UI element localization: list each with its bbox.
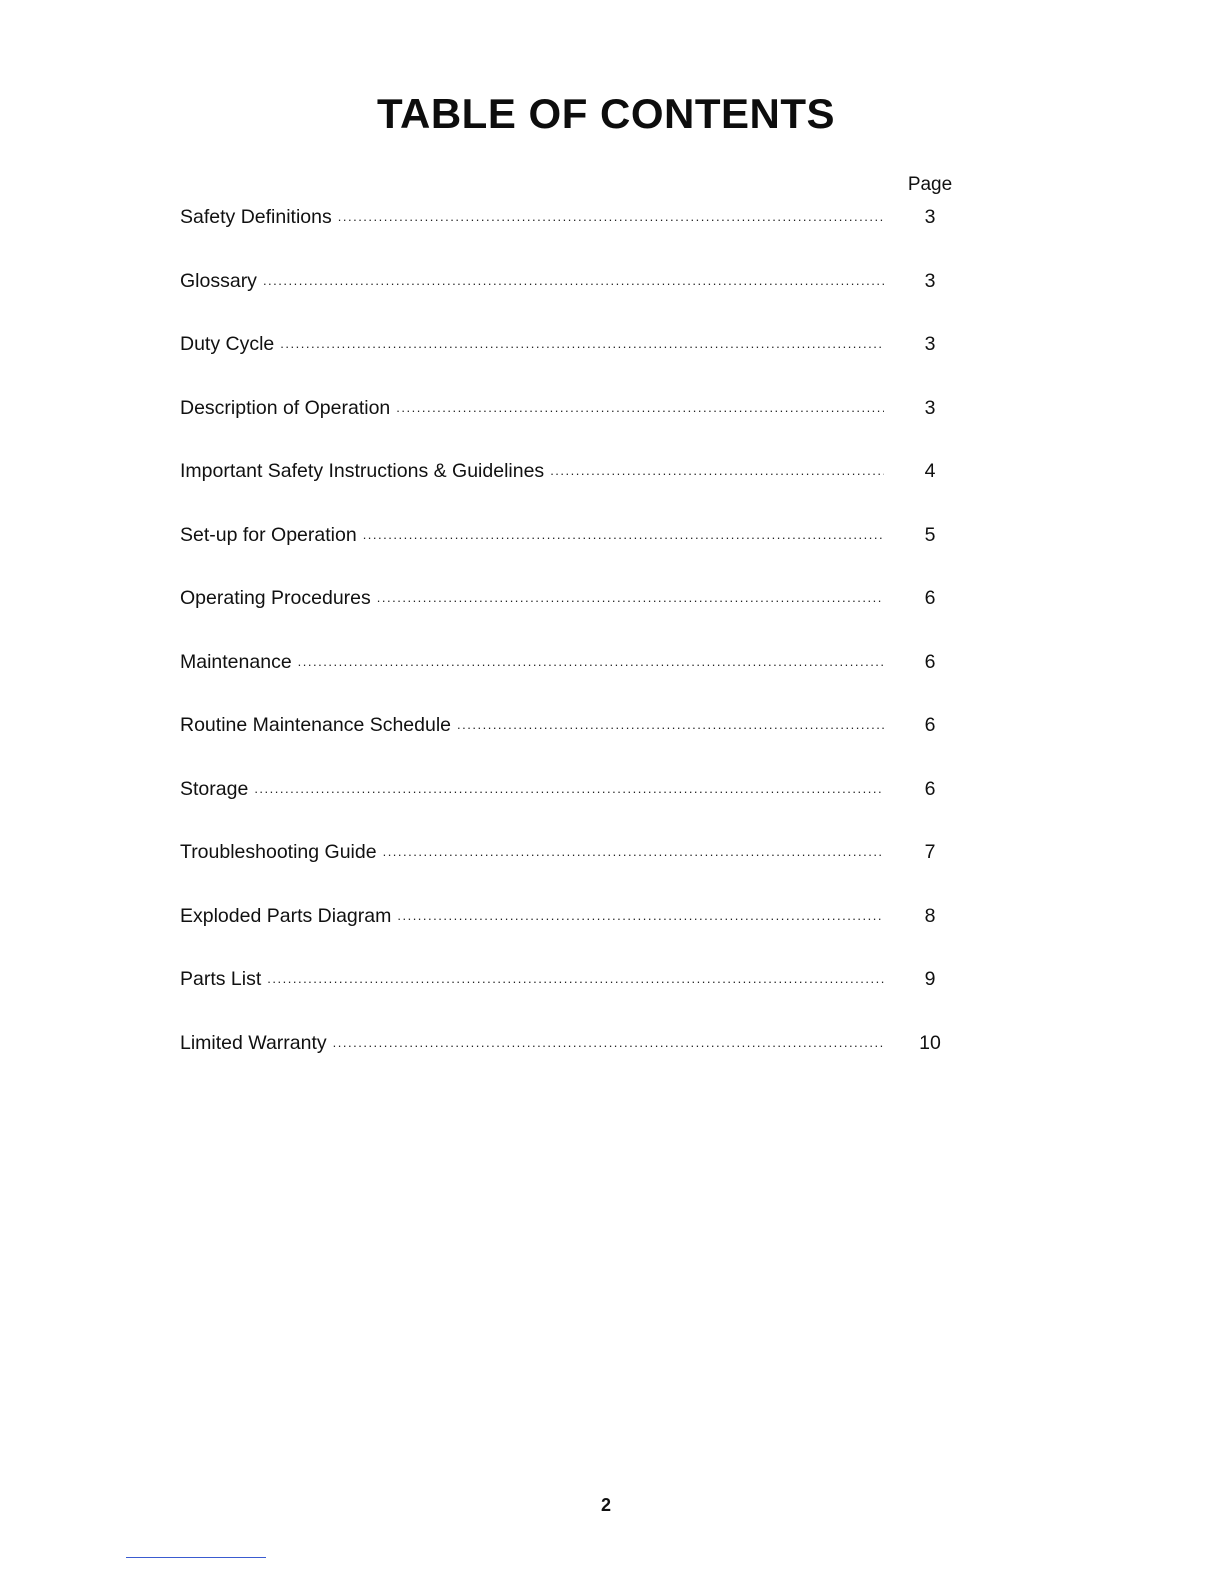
footer-divider [126, 1557, 266, 1558]
toc-entry-label: Operating Procedures [180, 587, 371, 609]
toc-entry-exploded-parts-diagram [180, 902, 970, 966]
toc-entry-glossary [180, 267, 970, 331]
toc-entry-safety-instructions [180, 457, 970, 521]
dot-leader [338, 203, 884, 231]
dot-leader [333, 1029, 884, 1057]
toc-entry-label: Maintenance [180, 650, 292, 673]
toc-entry-parts-list [180, 965, 970, 1029]
toc-entry-storage [180, 775, 970, 839]
page-number: 2 [600, 1495, 611, 1515]
toc-entry-page: 10 [919, 1031, 941, 1054]
toc-entry-label: Duty Cycle [180, 333, 275, 355]
toc-entry-safety-definitions [180, 203, 970, 267]
toc-entry-page: 6 [924, 650, 936, 673]
toc-entry-maintenance [180, 648, 970, 712]
page-column-header: Page [907, 174, 953, 195]
toc-entry-label: Exploded Parts Diagram [180, 904, 392, 927]
toc-entry-setup-for-operation [180, 521, 970, 585]
toc-entry-label: Routine Maintenance Schedule [180, 714, 452, 736]
toc-entry-label: Safety Definitions [180, 206, 332, 228]
toc-entry-duty-cycle [180, 330, 970, 394]
table-of-contents [180, 203, 970, 1092]
toc-entry-page: 3 [924, 333, 936, 355]
toc-entry-page: 5 [924, 523, 936, 546]
toc-entry-page: 3 [924, 269, 936, 292]
dot-leader [550, 457, 884, 485]
toc-entry-page: 7 [924, 841, 936, 863]
toc-entry-troubleshooting-guide [180, 838, 970, 902]
dot-leader [397, 902, 884, 930]
toc-entry-label: Glossary [180, 269, 257, 292]
page-title: TABLE OF CONTENTS [376, 90, 836, 138]
dot-leader [457, 711, 884, 739]
toc-entry-page: 6 [924, 714, 936, 736]
dot-leader [254, 775, 884, 803]
toc-entry-label: Set-up for Operation [180, 523, 357, 546]
toc-entry-label: Parts List [180, 968, 262, 990]
dot-leader [263, 267, 884, 295]
toc-entry-page: 3 [924, 206, 936, 228]
toc-entry-label: Troubleshooting Guide [180, 841, 377, 863]
toc-entry-page: 8 [924, 904, 936, 927]
dot-leader [363, 521, 884, 549]
dot-leader [377, 584, 884, 612]
toc-entry-page: 9 [924, 968, 936, 990]
dot-leader [267, 965, 884, 993]
dot-leader [383, 838, 884, 866]
toc-entry-page: 3 [924, 396, 936, 419]
toc-entry-page: 6 [924, 777, 936, 800]
toc-entry-limited-warranty [180, 1029, 970, 1093]
dot-leader [396, 394, 884, 422]
toc-entry-label: Important Safety Instructions & Guidelines [180, 460, 545, 482]
dot-leader [280, 330, 884, 358]
toc-entry-label: Description of Operation [180, 396, 391, 419]
dot-leader [298, 648, 884, 676]
toc-entry-operating-procedures [180, 584, 970, 648]
toc-entry-label: Storage [180, 777, 249, 800]
toc-entry-description-of-operation [180, 394, 970, 458]
toc-entry-page: 6 [924, 587, 936, 609]
toc-entry-label: Limited Warranty [180, 1031, 327, 1054]
toc-entry-routine-maintenance-schedule [180, 711, 970, 775]
toc-entry-page: 4 [924, 460, 936, 482]
